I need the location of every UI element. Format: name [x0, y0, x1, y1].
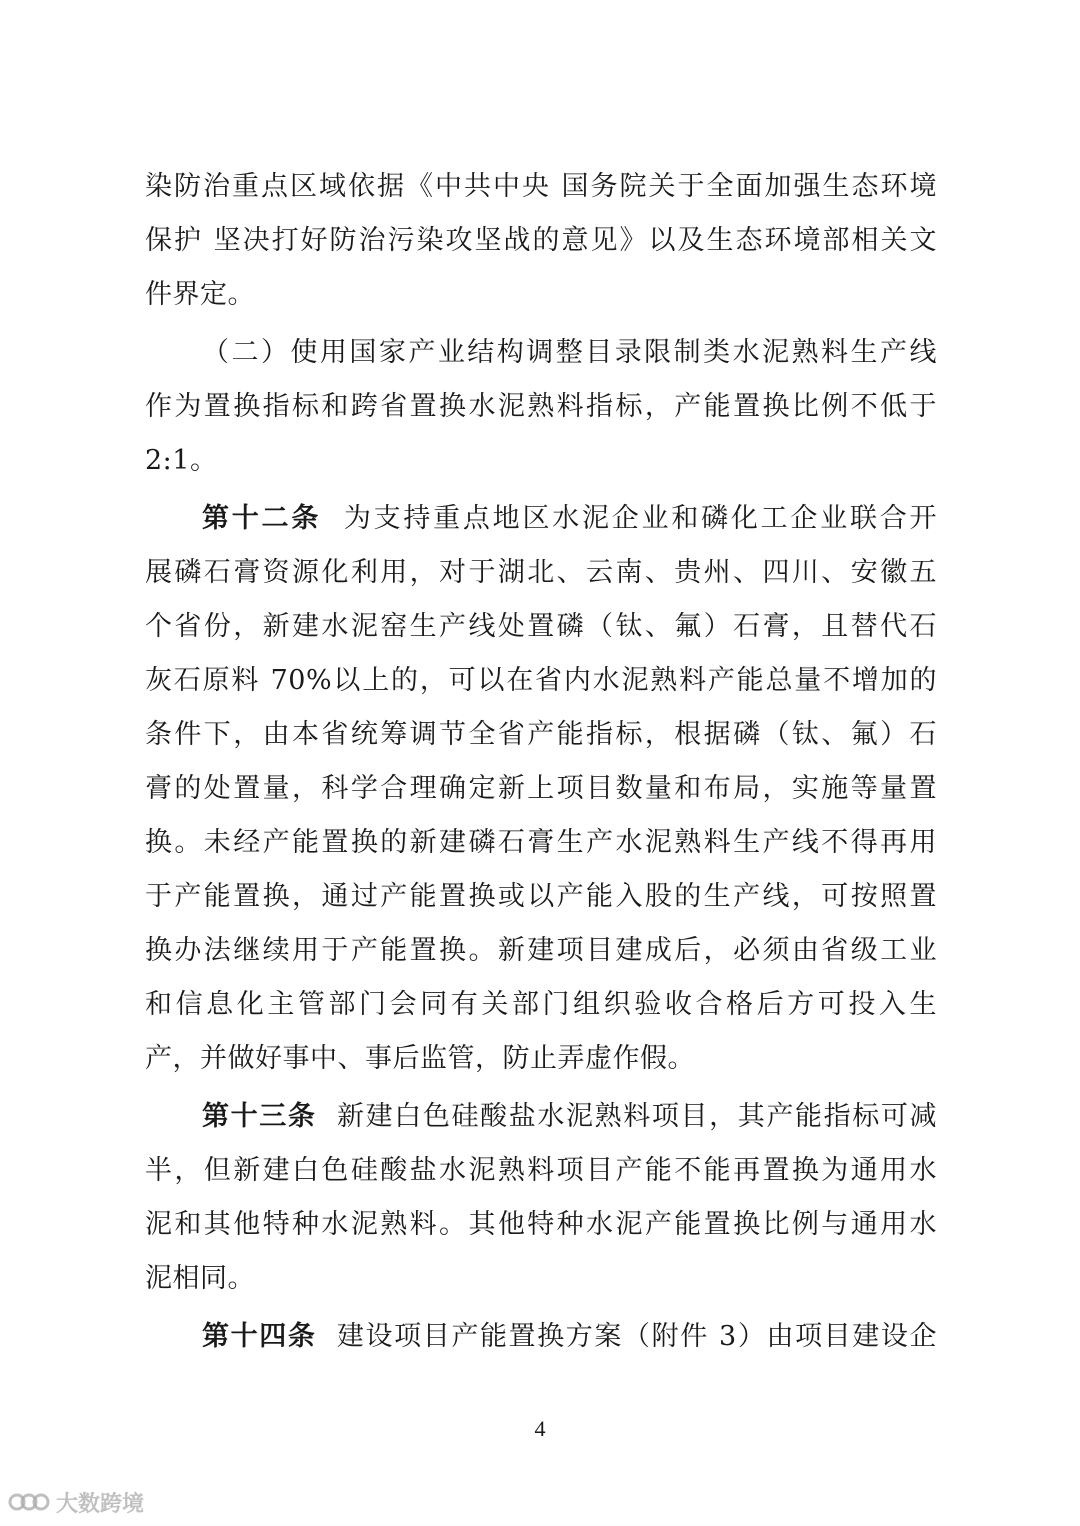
text-line: 2:1。 [145, 445, 218, 476]
text-span: 为支持重点地区水泥企业和磷化工企业联合开 [343, 503, 937, 534]
watermark-logo-icon [8, 1489, 50, 1515]
text-line: 个省份，新建水泥窑生产线处置磷（钛、氟）石膏，且替代石 [145, 611, 937, 642]
text-line: 泥和其他特种水泥熟料。其他特种水泥产能置换比例与通用水 [145, 1209, 937, 1240]
watermark-text: 大数跨境 [56, 1491, 145, 1517]
text-line: 灰石原料 70%以上的，可以在省内水泥熟料产能总量不增加的 [145, 665, 937, 696]
text-line: 染防治重点区域依据《中共中央 国务院关于全面加强生态环境 [145, 171, 937, 202]
page-number: 4 [534, 1416, 546, 1441]
text-line: 展磷石膏资源化利用，对于湖北、云南、贵州、四川、安徽五 [145, 557, 937, 588]
text-line: 半，但新建白色硅酸盐水泥熟料项目产能不能再置换为通用水 [145, 1155, 937, 1186]
text-span: 建设项目产能置换方案（附件 3）由项目建设企 [336, 1321, 937, 1352]
text-line: 换。未经产能置换的新建磷石膏生产水泥熟料生产线不得再用 [145, 827, 937, 858]
text-line: 膏的处置量，科学合理确定新上项目数量和布局，实施等量置 [145, 773, 937, 804]
text-line: （二）使用国家产业结构调整目录限制类水泥熟料生产线 [202, 337, 937, 368]
article-12-heading: 第十二条 [202, 503, 322, 534]
text-line: 条件下，由本省统筹调节全省产能指标，根据磷（钛、氟）石 [145, 719, 937, 750]
text-line: 件界定。 [145, 279, 255, 310]
text-line: 作为置换指标和跨省置换水泥熟料指标，产能置换比例不低于 [145, 391, 937, 422]
document-body [145, 160, 937, 1364]
text-span: 新建白色硅酸盐水泥熟料项目，其产能指标可减 [336, 1101, 937, 1132]
watermark [8, 1486, 144, 1518]
article-13-heading: 第十三条 [202, 1101, 317, 1132]
article-12-first-line [145, 492, 937, 546]
article-13-first-line [145, 1090, 937, 1144]
text-line: 换办法继续用于产能置换。新建项目建成后，必须由省级工业 [145, 935, 937, 966]
text-line: 产，并做好事中、事后监管，防止弄虚作假。 [145, 1043, 695, 1074]
text-line: 保护 坚决打好防治污染攻坚战的意见》以及生态环境部相关文 [145, 225, 937, 256]
text-line: 泥相同。 [145, 1263, 255, 1294]
text-line: 于产能置换，通过产能置换或以产能入股的生产线，可按照置 [145, 881, 937, 912]
text-line: 和信息化主管部门会同有关部门组织验收合格后方可投入生 [145, 989, 937, 1020]
article-14-heading: 第十四条 [202, 1321, 317, 1352]
article-14-first-line [145, 1310, 937, 1364]
